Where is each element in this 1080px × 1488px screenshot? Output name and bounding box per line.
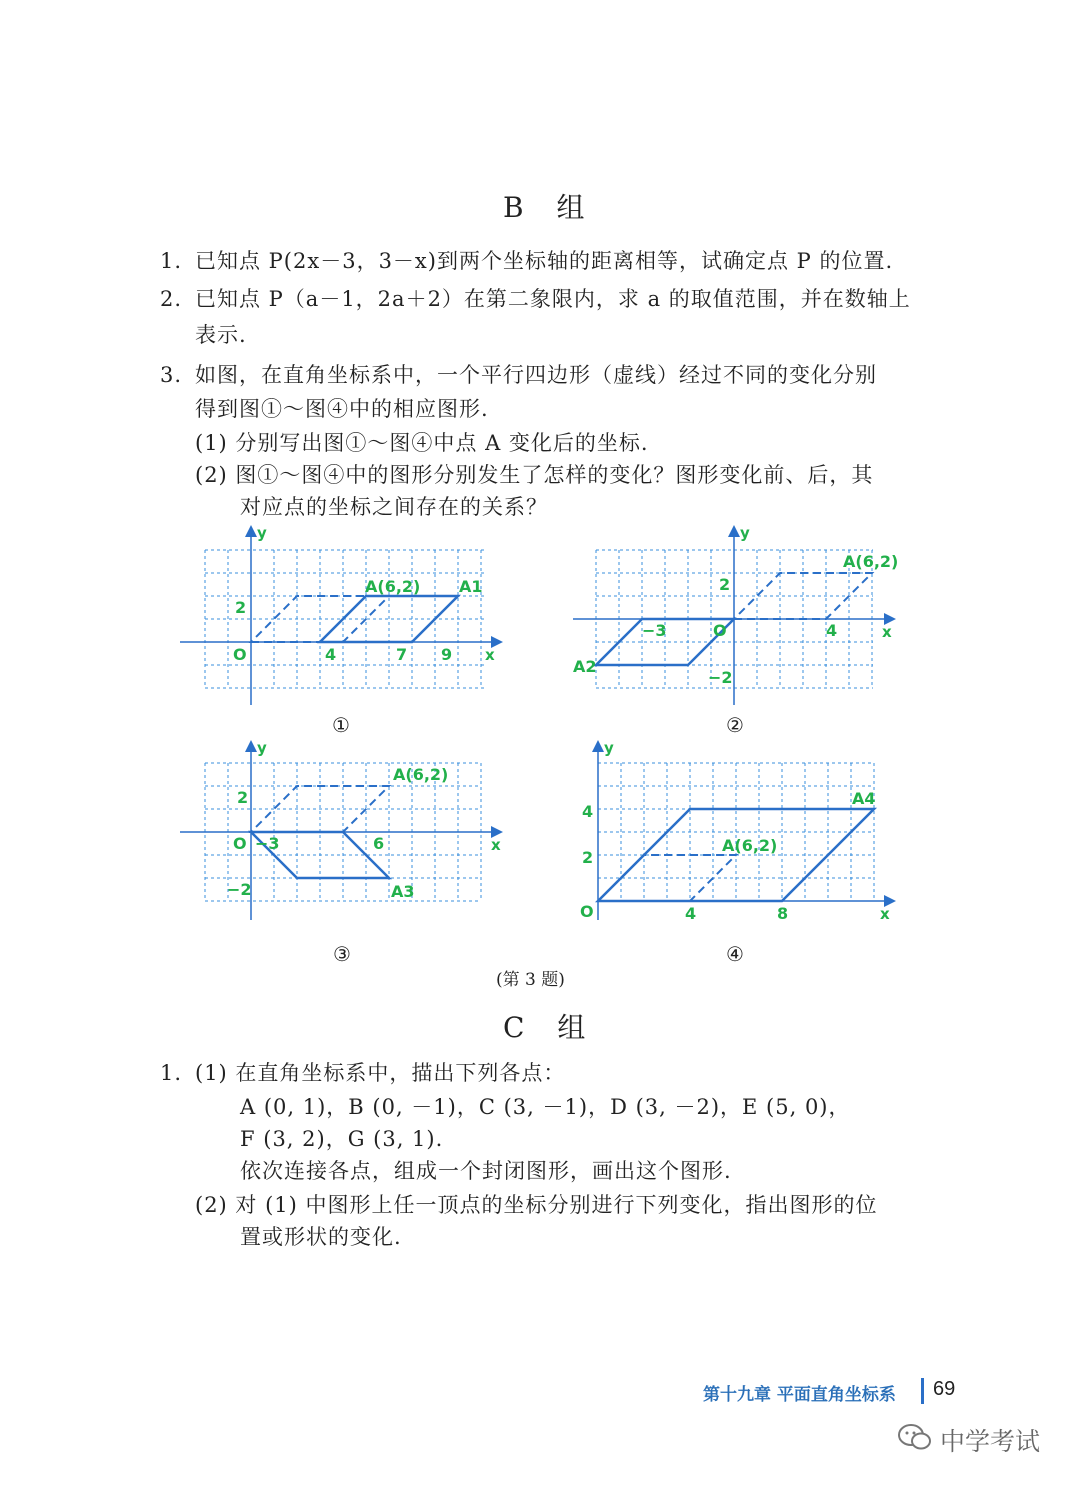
question-b3-sub1: (1) 分别写出图①～图④中点 A 变化后的坐标. (195, 431, 649, 455)
figure-1 (175, 520, 515, 720)
question-c1-sub2-line2: 置或形状的变化. (240, 1225, 402, 1249)
figure-3 (175, 735, 515, 935)
figure-4 (568, 735, 908, 935)
question-c1-points-line2: F (3, 2)，G (3, 1). (240, 1127, 444, 1151)
figure-4-tick-y4: 4 (582, 802, 594, 821)
figure-2-tick-4: 4 (826, 621, 838, 640)
figure-3-label: ③ (333, 942, 351, 966)
figure-1-tick-4: 4 (325, 645, 337, 664)
figure-4-point-a4: A4 (852, 789, 876, 808)
figure-1-grid (205, 550, 485, 688)
question-c1-points-line1: A (0, 1)，B (0, －1)，C (3, －1)，D (3, －2)，E (5, 0)， (240, 1095, 851, 1119)
figure-3-tick-neg3: −3 (255, 834, 280, 853)
figure-1-point-a: A(6,2) (365, 577, 421, 596)
question-c1-sub1: (1) 在直角坐标系中，描出下列各点： (195, 1061, 566, 1085)
figure-3-point-a3: A3 (391, 882, 415, 901)
figure-4-tick-x4: 4 (685, 904, 697, 923)
figure-4-grid (598, 763, 874, 901)
figure-caption: (第 3 题) (496, 970, 565, 990)
section-c-title: C 组 (503, 1011, 598, 1044)
figure-4-point-a: A(6,2) (722, 836, 778, 855)
figure-2-y-label: y (740, 524, 750, 542)
question-c1-sub2-line1: (2) 对 (1) 中图形上任一顶点的坐标分别进行下列变化，指出图形的位 (195, 1193, 878, 1217)
question-b3-line1: 如图，在直角坐标系中，一个平行四边形（虚线）经过不同的变化分别 (195, 363, 877, 387)
question-b1-text: 已知点 P(2x－3，3－x)到两个坐标轴的距离相等，试确定点 P 的位置. (195, 249, 894, 273)
footer-chapter: 第十九章 平面直角坐标系 (703, 1385, 896, 1405)
question-c1-connect: 依次连接各点，组成一个封闭图形，画出这个图形. (240, 1159, 732, 1183)
question-b2-line2: 表示. (195, 323, 247, 347)
figure-3-origin: O (233, 834, 247, 853)
figure-1-tick-7: 7 (396, 645, 408, 664)
figure-1-tick-2: 2 (235, 598, 247, 617)
figure-2-tick-neg3: −3 (642, 621, 667, 640)
figure-4-tick-x8: 8 (777, 904, 789, 923)
figure-4-x-label: x (880, 905, 890, 923)
question-b3-line2: 得到图①～图④中的相应图形. (195, 397, 489, 421)
figure-4-label: ④ (726, 942, 744, 966)
figure-2-tick-neg2: −2 (708, 668, 733, 687)
figure-3-x-label: x (491, 836, 501, 854)
question-c1-number: 1. (160, 1061, 183, 1085)
figure-2-tick-2: 2 (719, 575, 731, 594)
footer-divider (921, 1378, 924, 1404)
figure-3-point-a: A(6,2) (393, 765, 449, 784)
figure-2-origin: O (713, 621, 727, 640)
figure-2-point-a: A(6,2) (843, 552, 899, 571)
figure-1-x-label: x (485, 646, 495, 664)
figure-4-tick-y2: 2 (582, 848, 594, 867)
figure-1-tick-9: 9 (441, 645, 453, 664)
figure-1-label: ① (332, 713, 350, 737)
figure-4-origin: O (580, 902, 594, 921)
figure-3-tick-neg2: −2 (227, 880, 252, 899)
question-b3-sub2-line2: 对应点的坐标之间存在的关系？ (240, 495, 548, 519)
figure-2-point-a2: A2 (573, 657, 597, 676)
question-b2-number: 2. (160, 287, 183, 311)
figure-4-y-label: y (604, 739, 614, 757)
page-number: 69 (933, 1378, 956, 1400)
figure-2-label: ② (726, 713, 744, 737)
wechat-icon (897, 1422, 933, 1452)
figure-2-x-label: x (882, 623, 892, 641)
figure-3-y-label: y (257, 739, 267, 757)
question-b3-sub2-line1: (2) 图①～图④中的图形分别发生了怎样的变化？图形变化前、后，其 (195, 463, 874, 487)
question-b2-line1: 已知点 P（a－1，2a＋2）在第二象限内，求 a 的取值范围，并在数轴上 (195, 287, 911, 311)
question-b1-number: 1. (160, 249, 183, 273)
figure-1-origin: O (233, 645, 247, 664)
figure-2 (568, 520, 908, 720)
figure-3-tick-6: 6 (373, 834, 385, 853)
section-b-title: B 组 (503, 191, 597, 224)
figure-1-y-label: y (257, 524, 267, 542)
question-b3-number: 3. (160, 363, 183, 387)
figure-1-point-a1: A1 (459, 577, 483, 596)
watermark: 中学考试 (940, 1427, 1041, 1456)
figure-3-tick-2: 2 (237, 788, 249, 807)
